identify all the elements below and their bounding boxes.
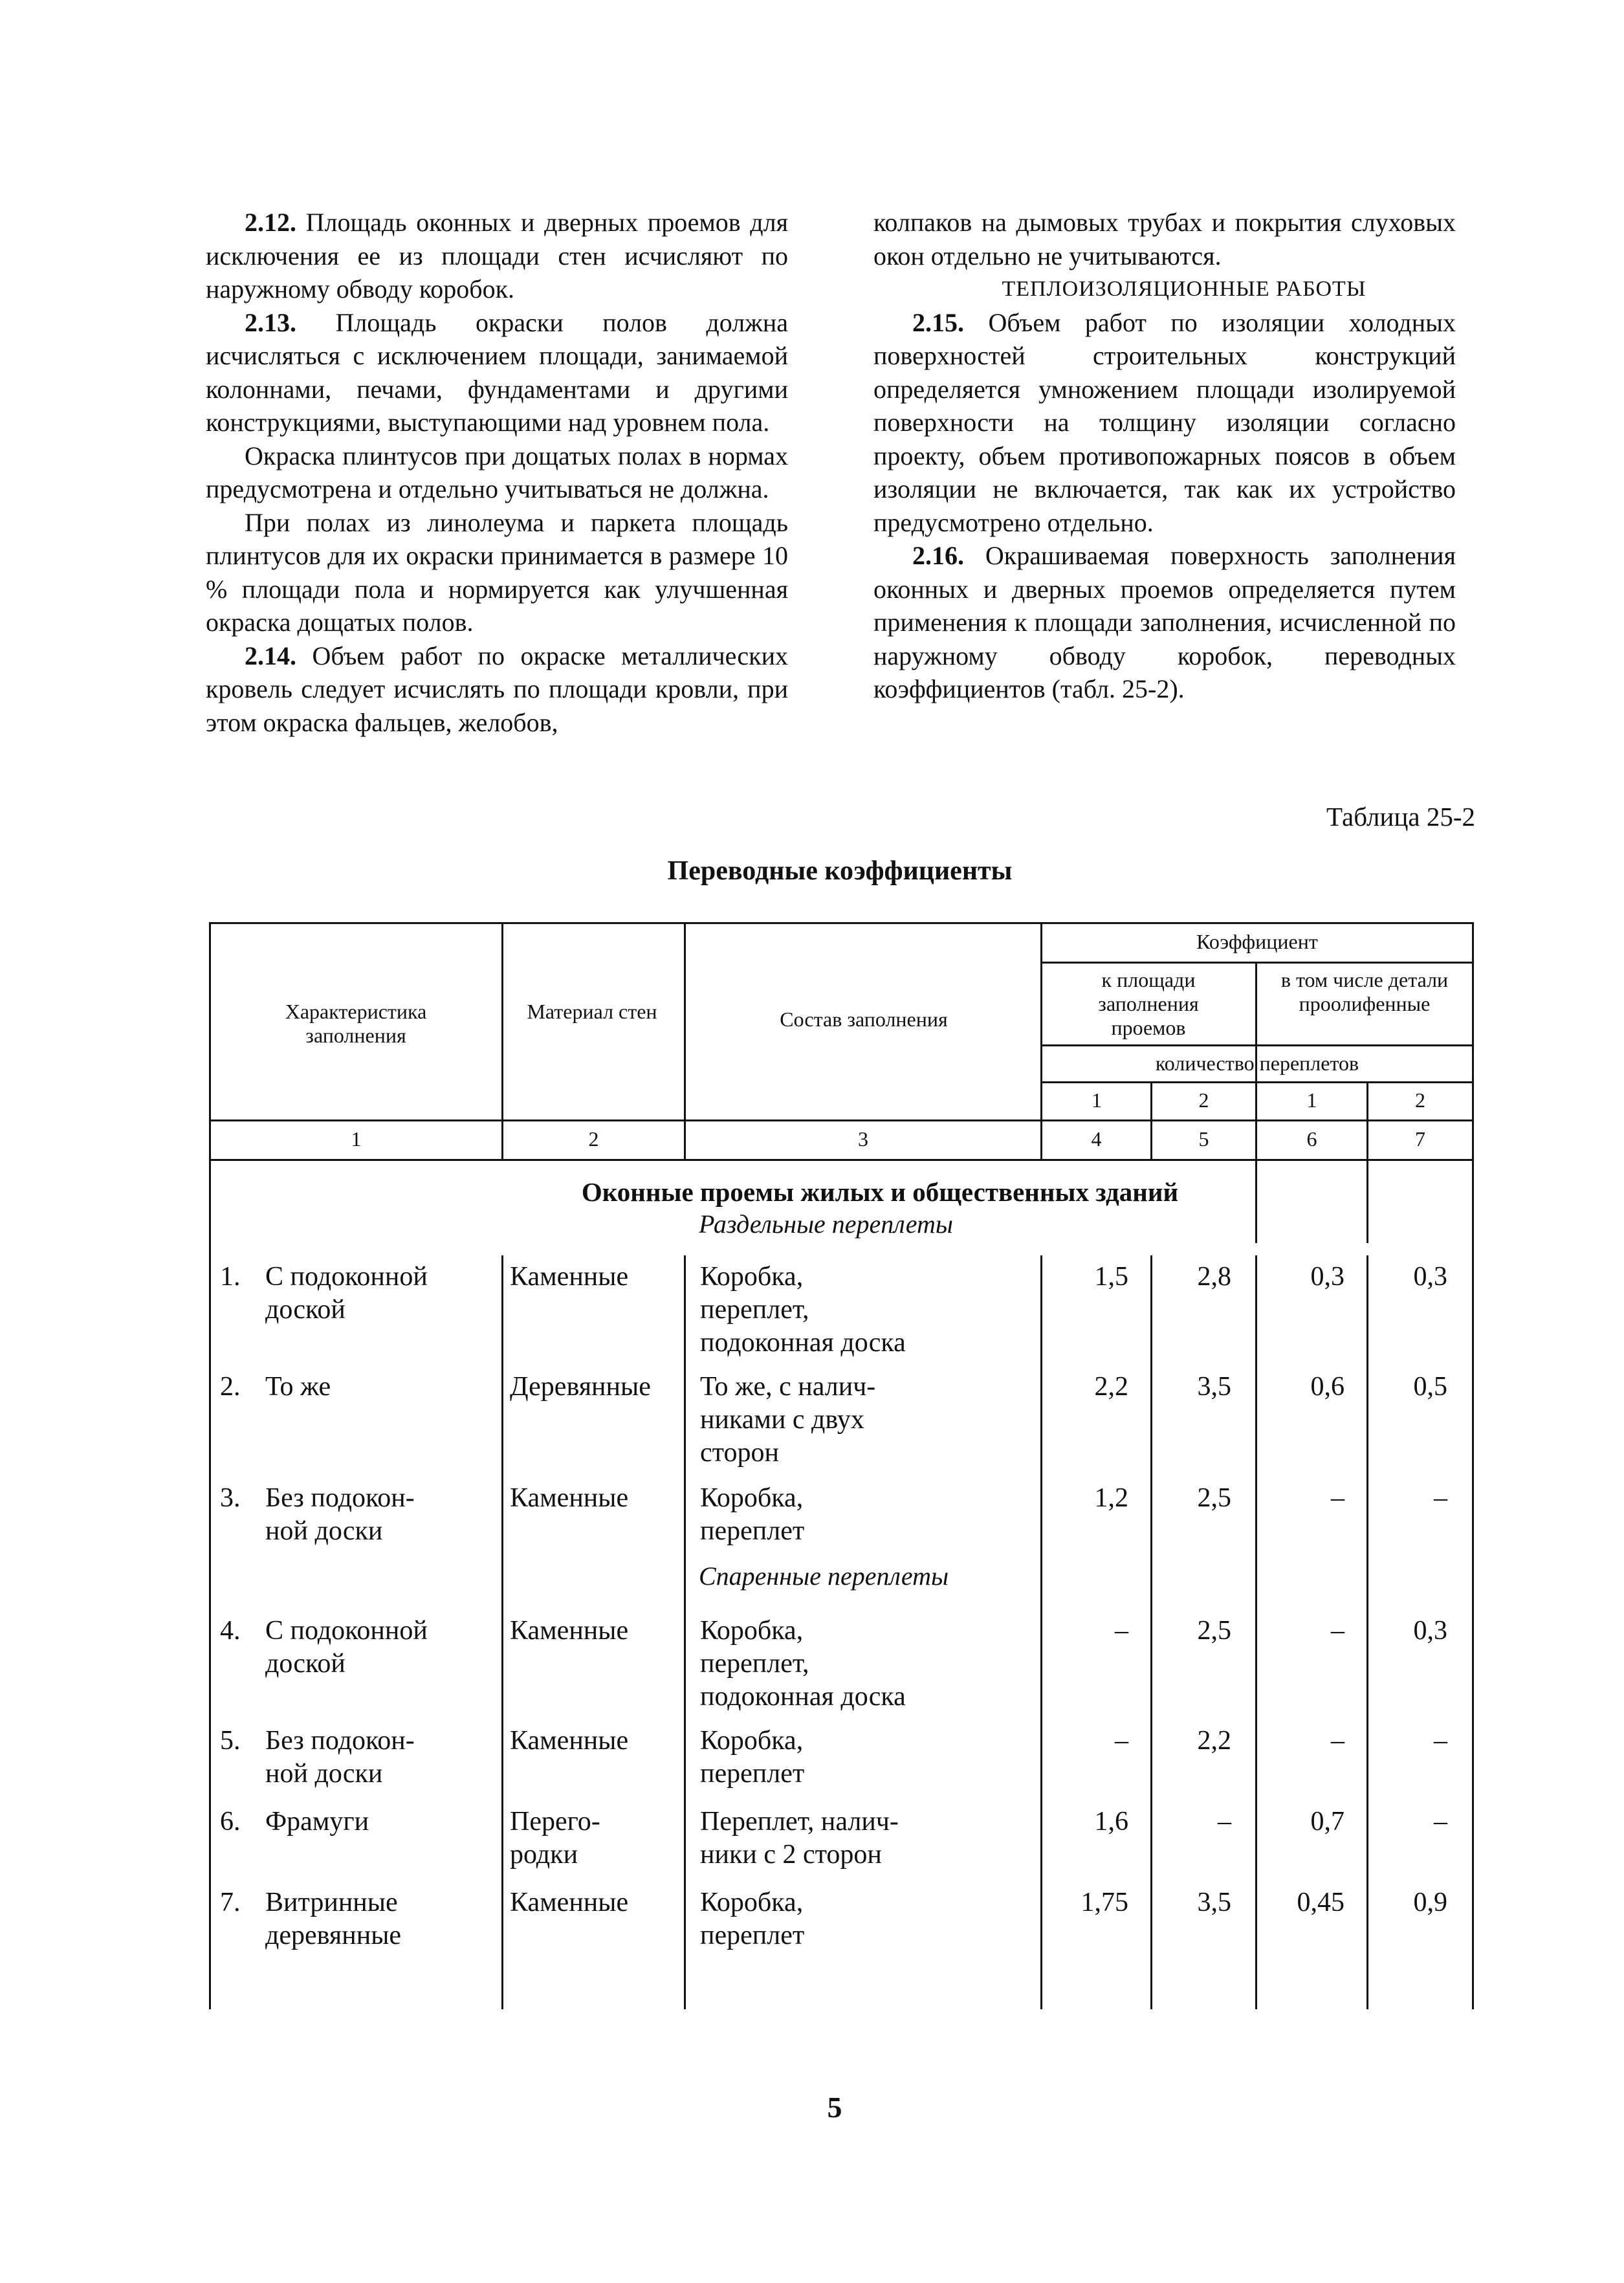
row-value-detail-2: – bbox=[1434, 1807, 1447, 1836]
header-frames-1b: 1 bbox=[1306, 1088, 1317, 1112]
row-value-area-2: 2,2 bbox=[1197, 1726, 1231, 1756]
header-frames-2a: 2 bbox=[1198, 1088, 1209, 1112]
row-wall-material: Деревянные bbox=[510, 1372, 651, 1402]
row-composition: Коробка, переплет bbox=[700, 1888, 805, 1950]
table-label: Таблица 25-2 bbox=[1326, 802, 1475, 832]
row-value-area-1: 1,5 bbox=[1094, 1262, 1128, 1292]
header-composition: Состав заполнения bbox=[780, 1008, 948, 1031]
row-number: 5. bbox=[220, 1726, 241, 1756]
header-frames-2b: 2 bbox=[1415, 1088, 1425, 1112]
row-characteristic: Фрамуги bbox=[265, 1807, 369, 1836]
subgroup-paired-frames: Спаренные переплеты bbox=[699, 1561, 949, 1591]
row-wall-material: Каменные bbox=[510, 1888, 629, 1917]
row-wall-material: Каменные bbox=[510, 1262, 629, 1292]
header-frames-count: количество переплетов bbox=[1155, 1052, 1359, 1075]
row-composition: Коробка, переплет bbox=[700, 1726, 805, 1789]
row-value-area-2: 2,8 bbox=[1197, 1262, 1231, 1292]
row-number: 3. bbox=[220, 1483, 241, 1513]
row-value-area-2: 2,5 bbox=[1197, 1483, 1231, 1513]
row-number: 4. bbox=[220, 1616, 241, 1646]
row-characteristic: С подоконной доской bbox=[265, 1616, 428, 1679]
group-title: Оконные проемы жилых и общественных зданий bbox=[581, 1177, 1179, 1207]
paragraph-2-14: 2.14. Объем работ по окраске металлических кровель следует исчислять по площади кровли, при этом окраска фальцев, желобов, bbox=[206, 641, 788, 737]
table-right-line bbox=[1472, 922, 1474, 2009]
row-wall-material: Каменные bbox=[510, 1616, 629, 1646]
row-value-detail-2: 0,3 bbox=[1413, 1616, 1447, 1646]
numbers-bottom-line bbox=[209, 1159, 1474, 1161]
row-value-detail-2: – bbox=[1434, 1726, 1447, 1756]
row-value-area-1: 1,2 bbox=[1094, 1483, 1128, 1513]
row-value-detail-2: – bbox=[1434, 1483, 1447, 1513]
header-characteristic: Характеристика заполнения bbox=[285, 1000, 427, 1047]
col-number-1: 1 bbox=[351, 1127, 362, 1151]
header-coef-detail: в том числе детали проолифенные bbox=[1280, 968, 1449, 1015]
row-number: 6. bbox=[220, 1807, 241, 1836]
row-value-area-1: 2,2 bbox=[1094, 1372, 1128, 1402]
table-top-line bbox=[209, 922, 1474, 924]
row-wall-material: Перего- родки bbox=[510, 1807, 600, 1869]
table-title: Переводные коэффициенты bbox=[667, 856, 1013, 886]
page-number: 5 bbox=[827, 2091, 842, 2124]
section-heading: ТЕПЛОИЗОЛЯЦИОННЫЕ РАБОТЫ bbox=[1002, 277, 1366, 301]
row-value-area-2: 3,5 bbox=[1197, 1372, 1231, 1402]
left-column bbox=[206, 206, 788, 739]
row-characteristic: Витринные деревянные bbox=[265, 1888, 402, 1950]
header-coef-area: к площади заполнения проемов bbox=[1098, 968, 1199, 1039]
paragraph-2-16: 2.16. Окрашиваемая поверхность заполнения оконных и дверных проемов определяется путем применения к площади заполнения, исчисленной по наружному обводу коробок, переводных коэффициентов (табл. 25-2). bbox=[873, 541, 1456, 703]
row-value-area-2: – bbox=[1218, 1807, 1231, 1836]
row-value-detail-2: 0,3 bbox=[1413, 1262, 1447, 1292]
col2-line-header bbox=[501, 922, 503, 1159]
row-value-detail-1: – bbox=[1331, 1483, 1344, 1513]
col-number-4: 4 bbox=[1091, 1127, 1102, 1151]
row-wall-material: Каменные bbox=[510, 1483, 629, 1513]
frames-line bbox=[1040, 1081, 1474, 1083]
row-value-area-1: – bbox=[1115, 1726, 1128, 1756]
row-wall-material: Каменные bbox=[510, 1726, 629, 1756]
row-value-detail-1: 0,45 bbox=[1297, 1888, 1344, 1917]
col3-line-header bbox=[684, 922, 686, 1159]
paragraph-2-12: 2.12. Площадь оконных и дверных проемов для исключения ее из площади стен исчисляют по наружному обводу коробок. bbox=[206, 208, 789, 303]
row-value-area-1: – bbox=[1115, 1616, 1128, 1646]
row-characteristic: С подоконной доской bbox=[265, 1262, 428, 1325]
right-column bbox=[873, 206, 1456, 706]
col3-line-body bbox=[684, 1255, 686, 2009]
coef-header-line bbox=[1040, 962, 1474, 964]
header-frames-1a: 1 bbox=[1092, 1088, 1102, 1112]
col-number-7: 7 bbox=[1415, 1127, 1425, 1151]
row-number: 2. bbox=[220, 1372, 241, 1402]
header-coefficient: Коэффициент bbox=[1196, 930, 1318, 953]
row-value-detail-1: – bbox=[1331, 1726, 1344, 1756]
col-number-3: 3 bbox=[858, 1127, 868, 1151]
row-value-detail-1: – bbox=[1331, 1616, 1344, 1646]
header-wall-material: Материал стен bbox=[527, 1000, 657, 1023]
row-value-area-2: 2,5 bbox=[1197, 1616, 1231, 1646]
paragraph-continuation: колпаков на дымовых трубах и покрытия слуховых окон отдельно не учитываются. bbox=[873, 208, 1456, 270]
col4-line-body bbox=[1040, 1255, 1042, 2009]
row-composition: Коробка, переплет, подоконная доска bbox=[700, 1262, 906, 1358]
col4-line-header bbox=[1040, 922, 1042, 1159]
col-number-5: 5 bbox=[1198, 1127, 1209, 1151]
paragraph-2-15: 2.15. Объем работ по изоляции холодных поверхностей строительных конструкций определяется умножением площади изолируемой поверхности на толщину изоляции согласно проекту, объем противопожарных поясов в объем изоляции не включается, так как их устройство предусмотрено отдельно. bbox=[873, 307, 1456, 537]
row-number: 7. bbox=[220, 1888, 241, 1917]
col2-line-body bbox=[501, 1255, 503, 2009]
row-composition: Переплет, налич- ники с 2 сторон bbox=[700, 1807, 899, 1869]
row-characteristic: Без подокон- ной доски bbox=[265, 1483, 415, 1546]
header-bottom-line bbox=[209, 1119, 1474, 1121]
row-value-detail-2: 0,5 bbox=[1413, 1372, 1447, 1402]
row-characteristic: Без подокон- ной доски bbox=[265, 1726, 415, 1789]
row-value-detail-1: 0,7 bbox=[1310, 1807, 1344, 1836]
subgroup-separate-frames: Раздельные переплеты bbox=[699, 1209, 953, 1239]
paragraph-baseboards: Окраска плинтусов при дощатых полах в нормах предусмотрена и отдельно учитываться не должна. bbox=[206, 441, 788, 503]
col-number-2: 2 bbox=[588, 1127, 599, 1151]
paragraph-linoleum: При полах из линолеума и паркета площадь плинтусов для их окраски принимается в размере 10 % площади пола и нормируется как улучшенная окраска дощатых полов. bbox=[206, 507, 788, 637]
coef-sub-line bbox=[1040, 1044, 1474, 1046]
row-composition: То же, с налич- никами с двух сторон bbox=[700, 1372, 876, 1468]
row-number: 1. bbox=[220, 1262, 241, 1292]
row-composition: Коробка, переплет, подоконная доска bbox=[700, 1616, 906, 1712]
row-value-detail-2: 0,9 bbox=[1413, 1888, 1447, 1917]
col-number-6: 6 bbox=[1306, 1127, 1317, 1151]
row-value-area-2: 3,5 bbox=[1197, 1888, 1231, 1917]
col6-line-body bbox=[1255, 1159, 1257, 1243]
row-composition: Коробка, переплет bbox=[700, 1483, 805, 1546]
row-value-detail-1: 0,3 bbox=[1310, 1262, 1344, 1292]
paragraph-2-13: 2.13. Площадь окраски полов должна исчисляться с исключением площади, занимаемой колоннами, печами, фундаментами и другими конструкциями, выступающими над уровнем пола. bbox=[206, 307, 788, 437]
row-value-area-1: 1,6 bbox=[1094, 1807, 1128, 1836]
row-characteristic: То же bbox=[265, 1372, 331, 1402]
table-left-line bbox=[209, 922, 211, 2009]
row-value-area-1: 1,75 bbox=[1081, 1888, 1128, 1917]
row-value-detail-1: 0,6 bbox=[1310, 1372, 1344, 1402]
col7-line-body bbox=[1366, 1159, 1368, 1243]
